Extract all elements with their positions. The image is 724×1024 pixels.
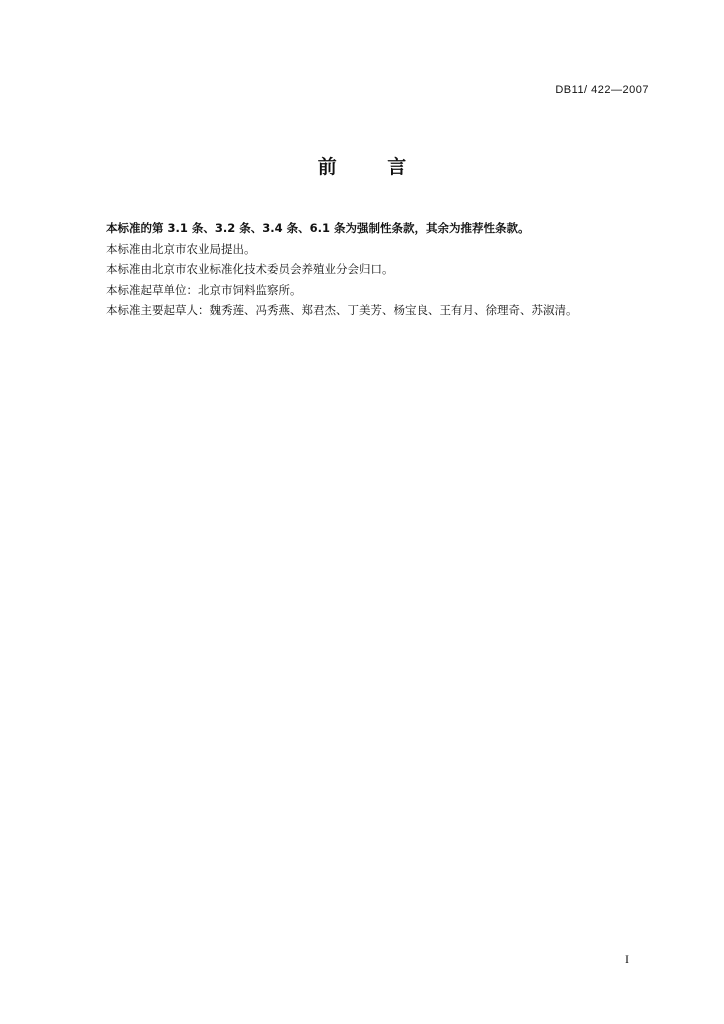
standard-code: DB11/ 422—2007 xyxy=(555,84,649,96)
page-title: 前 言 xyxy=(317,156,429,178)
page-number: I xyxy=(625,952,629,966)
paragraph-drafters: 本标准主要起草人：魏秀莲、冯秀燕、郑君杰、丁美芳、杨宝良、王有月、徐理奇、苏淑清。 xyxy=(106,303,578,317)
paragraph-drafting-unit: 本标准起草单位：北京市饲料监察所。 xyxy=(106,282,302,297)
paragraph-proposer: 本标准由北京市农业局提出。 xyxy=(106,241,256,256)
paragraph-mandatory-clauses: 本标准的第 3.1 条、3.2 条、3.4 条、6.1 条为强制性条款，其余为推荐性条款。 xyxy=(106,221,530,235)
foreword-body xyxy=(106,218,666,321)
paragraph-administrator: 本标准由北京市农业标准化技术委员会养殖业分会归口。 xyxy=(106,262,394,276)
